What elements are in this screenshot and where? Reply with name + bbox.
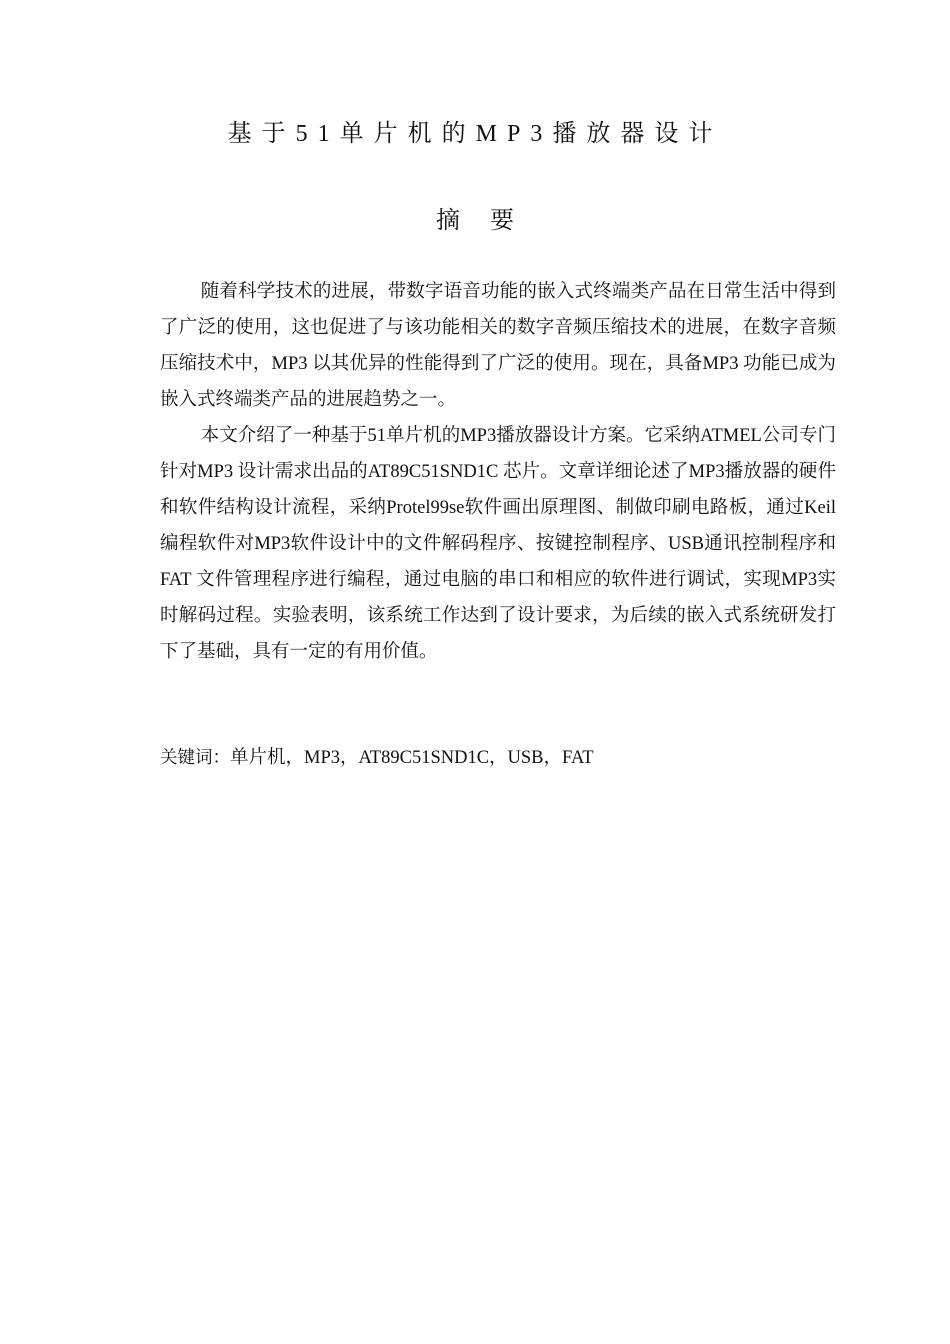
abstract-body (160, 274, 836, 670)
keywords-text: 单片机，MP3，AT89C51SND1C，USB，FAT (230, 748, 594, 768)
abstract-paragraph-2: 本文介绍了一种基于51单片机的MP3播放器设计方案。它采纳ATMEL公司专门针对MP3 设计需求出品的AT89C51SND1C 芯片。文章详细论述了MP3播放器的硬件和软件结构设计流程，采纳Protel99se软件画出原理图、制做印刷电路板，通过Keil 编程软件对MP3软件设计中的文件解码程序、按键控制程序、USB通讯控制程序和FAT 文件管理程序进行编程，通过电脑的串口和相应的软件进行调试，实现MP3实时解码过程。实验表明，该系统工作达到了设计要求，为后续的嵌入式系统研发打下了基础，具有一定的有用价值。 (160, 426, 836, 662)
abstract-heading-text: 摘要 (436, 208, 544, 234)
document-title: 基于51单片机的MP3播放器设计 (227, 121, 723, 147)
abstract-heading (0, 203, 950, 239)
keywords-label: 关键词： (160, 748, 230, 768)
keywords-line (160, 740, 836, 776)
abstract-paragraph-1: 随着科学技术的进展，带数字语音功能的嵌入式终端类产品在日常生活中得到了广泛的使用，这也促进了与该功能相关的数字音频压缩技术的进展，在数字音频压缩技术中，MP3 以其优异的性能得到了广泛的使用。现在，具备MP3 功能已成为嵌入式终端类产品的进展趋势之一。 (160, 282, 836, 410)
